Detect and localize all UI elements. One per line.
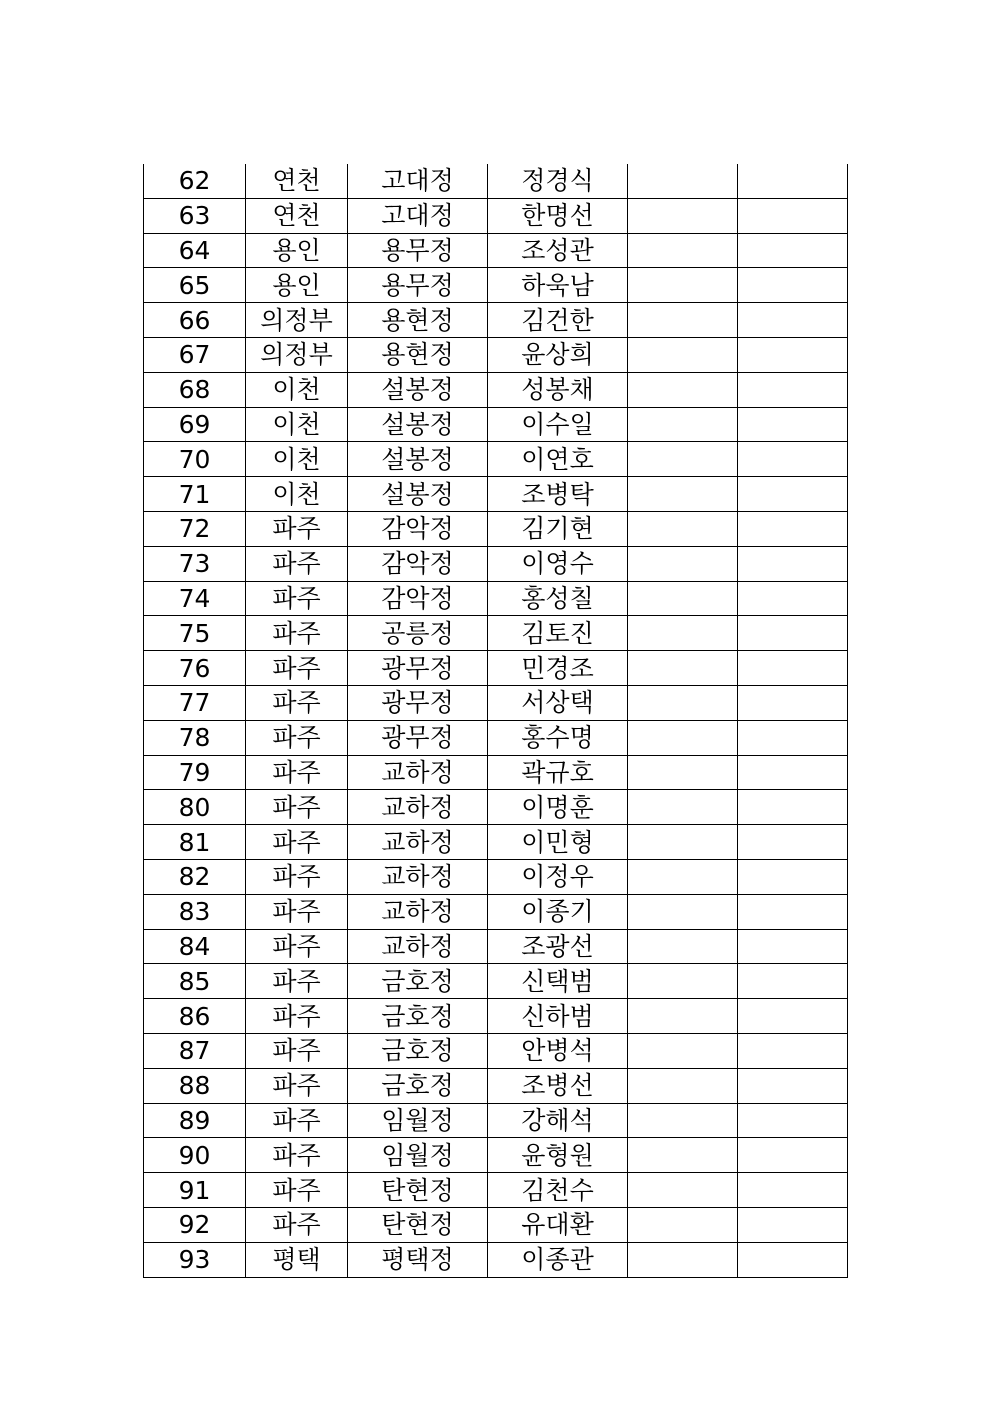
blank-cell-1 (628, 859, 738, 894)
member-name-cell: 신하범 (488, 999, 628, 1034)
region-cell: 파주 (246, 1207, 348, 1242)
member-name-cell: 유대환 (488, 1207, 628, 1242)
region-cell: 파주 (246, 859, 348, 894)
region-cell: 이천 (246, 442, 348, 477)
table-row (144, 685, 848, 720)
blank-cell-1 (628, 372, 738, 407)
row-number-cell: 62 (144, 164, 246, 198)
region-cell: 연천 (246, 198, 348, 233)
member-name-cell: 조병탁 (488, 477, 628, 512)
table-row (144, 720, 848, 755)
row-number-cell: 90 (144, 1138, 246, 1173)
blank-cell-2 (738, 616, 848, 651)
blank-cell-1 (628, 755, 738, 790)
row-number-cell: 72 (144, 511, 246, 546)
table-row (144, 164, 848, 198)
table-row (144, 1033, 848, 1068)
region-cell: 파주 (246, 1138, 348, 1173)
member-name-cell: 곽규호 (488, 755, 628, 790)
blank-cell-1 (628, 581, 738, 616)
member-name-cell: 김천수 (488, 1173, 628, 1208)
table-row (144, 233, 848, 268)
region-cell: 파주 (246, 1103, 348, 1138)
member-name-cell: 홍수명 (488, 720, 628, 755)
club-cell: 금호정 (348, 1033, 488, 1068)
club-cell: 설봉정 (348, 442, 488, 477)
club-cell: 용현정 (348, 337, 488, 372)
blank-cell-1 (628, 1103, 738, 1138)
member-name-cell: 민경조 (488, 651, 628, 686)
blank-cell-1 (628, 198, 738, 233)
blank-cell-1 (628, 1138, 738, 1173)
club-cell: 금호정 (348, 999, 488, 1034)
table-row (144, 964, 848, 999)
club-cell: 설봉정 (348, 407, 488, 442)
blank-cell-2 (738, 859, 848, 894)
blank-cell-2 (738, 755, 848, 790)
blank-cell-1 (628, 616, 738, 651)
row-number-cell: 92 (144, 1207, 246, 1242)
member-name-cell: 조성관 (488, 233, 628, 268)
region-cell: 파주 (246, 720, 348, 755)
row-number-cell: 88 (144, 1068, 246, 1103)
row-number-cell: 75 (144, 616, 246, 651)
region-cell: 의정부 (246, 337, 348, 372)
blank-cell-2 (738, 825, 848, 860)
row-number-cell: 80 (144, 790, 246, 825)
blank-cell-1 (628, 720, 738, 755)
region-cell: 용인 (246, 268, 348, 303)
member-name-cell: 윤상희 (488, 337, 628, 372)
club-cell: 설봉정 (348, 372, 488, 407)
blank-cell-2 (738, 477, 848, 512)
row-number-cell: 67 (144, 337, 246, 372)
table-row (144, 999, 848, 1034)
blank-cell-2 (738, 511, 848, 546)
row-number-cell: 81 (144, 825, 246, 860)
row-number-cell: 68 (144, 372, 246, 407)
blank-cell-1 (628, 651, 738, 686)
blank-cell-1 (628, 894, 738, 929)
table-row (144, 407, 848, 442)
region-cell: 파주 (246, 616, 348, 651)
row-number-cell: 89 (144, 1103, 246, 1138)
row-number-cell: 91 (144, 1173, 246, 1208)
blank-cell-1 (628, 303, 738, 338)
table-row (144, 651, 848, 686)
blank-cell-2 (738, 999, 848, 1034)
blank-cell-1 (628, 964, 738, 999)
roster-table (143, 164, 848, 1278)
table-row (144, 790, 848, 825)
club-cell: 고대정 (348, 198, 488, 233)
table-row (144, 581, 848, 616)
club-cell: 평택정 (348, 1242, 488, 1277)
region-cell: 용인 (246, 233, 348, 268)
table-row (144, 1207, 848, 1242)
table-row (144, 859, 848, 894)
club-cell: 감악정 (348, 511, 488, 546)
member-name-cell: 이종관 (488, 1242, 628, 1277)
member-name-cell: 홍성칠 (488, 581, 628, 616)
table-row (144, 372, 848, 407)
region-cell: 이천 (246, 477, 348, 512)
blank-cell-2 (738, 1173, 848, 1208)
table-row (144, 894, 848, 929)
club-cell: 금호정 (348, 1068, 488, 1103)
blank-cell-2 (738, 685, 848, 720)
member-name-cell: 서상택 (488, 685, 628, 720)
row-number-cell: 69 (144, 407, 246, 442)
member-name-cell: 김건한 (488, 303, 628, 338)
club-cell: 임월정 (348, 1138, 488, 1173)
member-name-cell: 안병석 (488, 1033, 628, 1068)
table-row (144, 1173, 848, 1208)
region-cell: 파주 (246, 1068, 348, 1103)
club-cell: 교하정 (348, 790, 488, 825)
table-row (144, 1068, 848, 1103)
blank-cell-2 (738, 337, 848, 372)
region-cell: 파주 (246, 581, 348, 616)
region-cell: 파주 (246, 511, 348, 546)
row-number-cell: 78 (144, 720, 246, 755)
table-row (144, 546, 848, 581)
row-number-cell: 65 (144, 268, 246, 303)
blank-cell-2 (738, 407, 848, 442)
region-cell: 파주 (246, 1033, 348, 1068)
row-number-cell: 63 (144, 198, 246, 233)
blank-cell-1 (628, 1242, 738, 1277)
table-row (144, 929, 848, 964)
region-cell: 파주 (246, 825, 348, 860)
region-cell: 파주 (246, 964, 348, 999)
blank-cell-2 (738, 1103, 848, 1138)
club-cell: 고대정 (348, 164, 488, 198)
club-cell: 탄현정 (348, 1173, 488, 1208)
row-number-cell: 71 (144, 477, 246, 512)
row-number-cell: 66 (144, 303, 246, 338)
table-row (144, 337, 848, 372)
blank-cell-2 (738, 720, 848, 755)
row-number-cell: 73 (144, 546, 246, 581)
row-number-cell: 64 (144, 233, 246, 268)
member-name-cell: 이정우 (488, 859, 628, 894)
member-name-cell: 조병선 (488, 1068, 628, 1103)
table-row (144, 1103, 848, 1138)
row-number-cell: 86 (144, 999, 246, 1034)
club-cell: 용무정 (348, 233, 488, 268)
row-number-cell: 87 (144, 1033, 246, 1068)
member-name-cell: 이영수 (488, 546, 628, 581)
blank-cell-2 (738, 442, 848, 477)
blank-cell-2 (738, 303, 848, 338)
blank-cell-1 (628, 477, 738, 512)
table-row (144, 303, 848, 338)
blank-cell-1 (628, 546, 738, 581)
blank-cell-2 (738, 164, 848, 198)
member-name-cell: 이수일 (488, 407, 628, 442)
club-cell: 공릉정 (348, 616, 488, 651)
blank-cell-2 (738, 233, 848, 268)
club-cell: 교하정 (348, 825, 488, 860)
table-row (144, 616, 848, 651)
club-cell: 설봉정 (348, 477, 488, 512)
club-cell: 탄현정 (348, 1207, 488, 1242)
blank-cell-2 (738, 790, 848, 825)
region-cell: 이천 (246, 407, 348, 442)
member-name-cell: 한명선 (488, 198, 628, 233)
blank-cell-1 (628, 999, 738, 1034)
blank-cell-1 (628, 442, 738, 477)
blank-cell-1 (628, 825, 738, 860)
blank-cell-2 (738, 1242, 848, 1277)
blank-cell-1 (628, 268, 738, 303)
club-cell: 교하정 (348, 859, 488, 894)
row-number-cell: 79 (144, 755, 246, 790)
table-row (144, 268, 848, 303)
member-name-cell: 이연호 (488, 442, 628, 477)
club-cell: 광무정 (348, 651, 488, 686)
row-number-cell: 76 (144, 651, 246, 686)
region-cell: 파주 (246, 999, 348, 1034)
row-number-cell: 83 (144, 894, 246, 929)
region-cell: 파주 (246, 1173, 348, 1208)
member-name-cell: 조광선 (488, 929, 628, 964)
club-cell: 광무정 (348, 720, 488, 755)
blank-cell-1 (628, 1068, 738, 1103)
region-cell: 파주 (246, 929, 348, 964)
club-cell: 용무정 (348, 268, 488, 303)
region-cell: 연천 (246, 164, 348, 198)
club-cell: 광무정 (348, 685, 488, 720)
table-row (144, 755, 848, 790)
table-row (144, 511, 848, 546)
region-cell: 의정부 (246, 303, 348, 338)
row-number-cell: 70 (144, 442, 246, 477)
blank-cell-2 (738, 581, 848, 616)
region-cell: 파주 (246, 546, 348, 581)
blank-cell-2 (738, 929, 848, 964)
row-number-cell: 85 (144, 964, 246, 999)
region-cell: 파주 (246, 685, 348, 720)
row-number-cell: 84 (144, 929, 246, 964)
member-name-cell: 김기현 (488, 511, 628, 546)
club-cell: 감악정 (348, 581, 488, 616)
row-number-cell: 74 (144, 581, 246, 616)
blank-cell-2 (738, 964, 848, 999)
member-name-cell: 윤형원 (488, 1138, 628, 1173)
blank-cell-2 (738, 1138, 848, 1173)
blank-cell-1 (628, 1173, 738, 1208)
blank-cell-2 (738, 651, 848, 686)
row-number-cell: 77 (144, 685, 246, 720)
blank-cell-2 (738, 894, 848, 929)
blank-cell-2 (738, 1033, 848, 1068)
blank-cell-1 (628, 929, 738, 964)
row-number-cell: 82 (144, 859, 246, 894)
member-name-cell: 김토진 (488, 616, 628, 651)
region-cell: 이천 (246, 372, 348, 407)
table-row (144, 442, 848, 477)
blank-cell-2 (738, 546, 848, 581)
table-row (144, 1242, 848, 1277)
roster-table-body (144, 164, 848, 1277)
blank-cell-1 (628, 233, 738, 268)
club-cell: 교하정 (348, 929, 488, 964)
region-cell: 파주 (246, 651, 348, 686)
member-name-cell: 이명훈 (488, 790, 628, 825)
blank-cell-1 (628, 407, 738, 442)
table-row (144, 198, 848, 233)
region-cell: 평택 (246, 1242, 348, 1277)
table-row (144, 1138, 848, 1173)
blank-cell-1 (628, 1207, 738, 1242)
row-number-cell: 93 (144, 1242, 246, 1277)
table-row (144, 825, 848, 860)
region-cell: 파주 (246, 894, 348, 929)
member-name-cell: 이종기 (488, 894, 628, 929)
region-cell: 파주 (246, 790, 348, 825)
blank-cell-1 (628, 337, 738, 372)
club-cell: 감악정 (348, 546, 488, 581)
blank-cell-2 (738, 372, 848, 407)
club-cell: 교하정 (348, 894, 488, 929)
member-name-cell: 성봉채 (488, 372, 628, 407)
blank-cell-1 (628, 790, 738, 825)
blank-cell-2 (738, 1068, 848, 1103)
member-name-cell: 신택범 (488, 964, 628, 999)
club-cell: 교하정 (348, 755, 488, 790)
member-name-cell: 정경식 (488, 164, 628, 198)
club-cell: 용현정 (348, 303, 488, 338)
blank-cell-1 (628, 511, 738, 546)
member-name-cell: 이민형 (488, 825, 628, 860)
blank-cell-2 (738, 268, 848, 303)
member-name-cell: 강해석 (488, 1103, 628, 1138)
blank-cell-2 (738, 198, 848, 233)
member-name-cell: 하욱남 (488, 268, 628, 303)
blank-cell-2 (738, 1207, 848, 1242)
club-cell: 임월정 (348, 1103, 488, 1138)
blank-cell-1 (628, 685, 738, 720)
blank-cell-1 (628, 1033, 738, 1068)
table-row (144, 477, 848, 512)
club-cell: 금호정 (348, 964, 488, 999)
blank-cell-1 (628, 164, 738, 198)
region-cell: 파주 (246, 755, 348, 790)
